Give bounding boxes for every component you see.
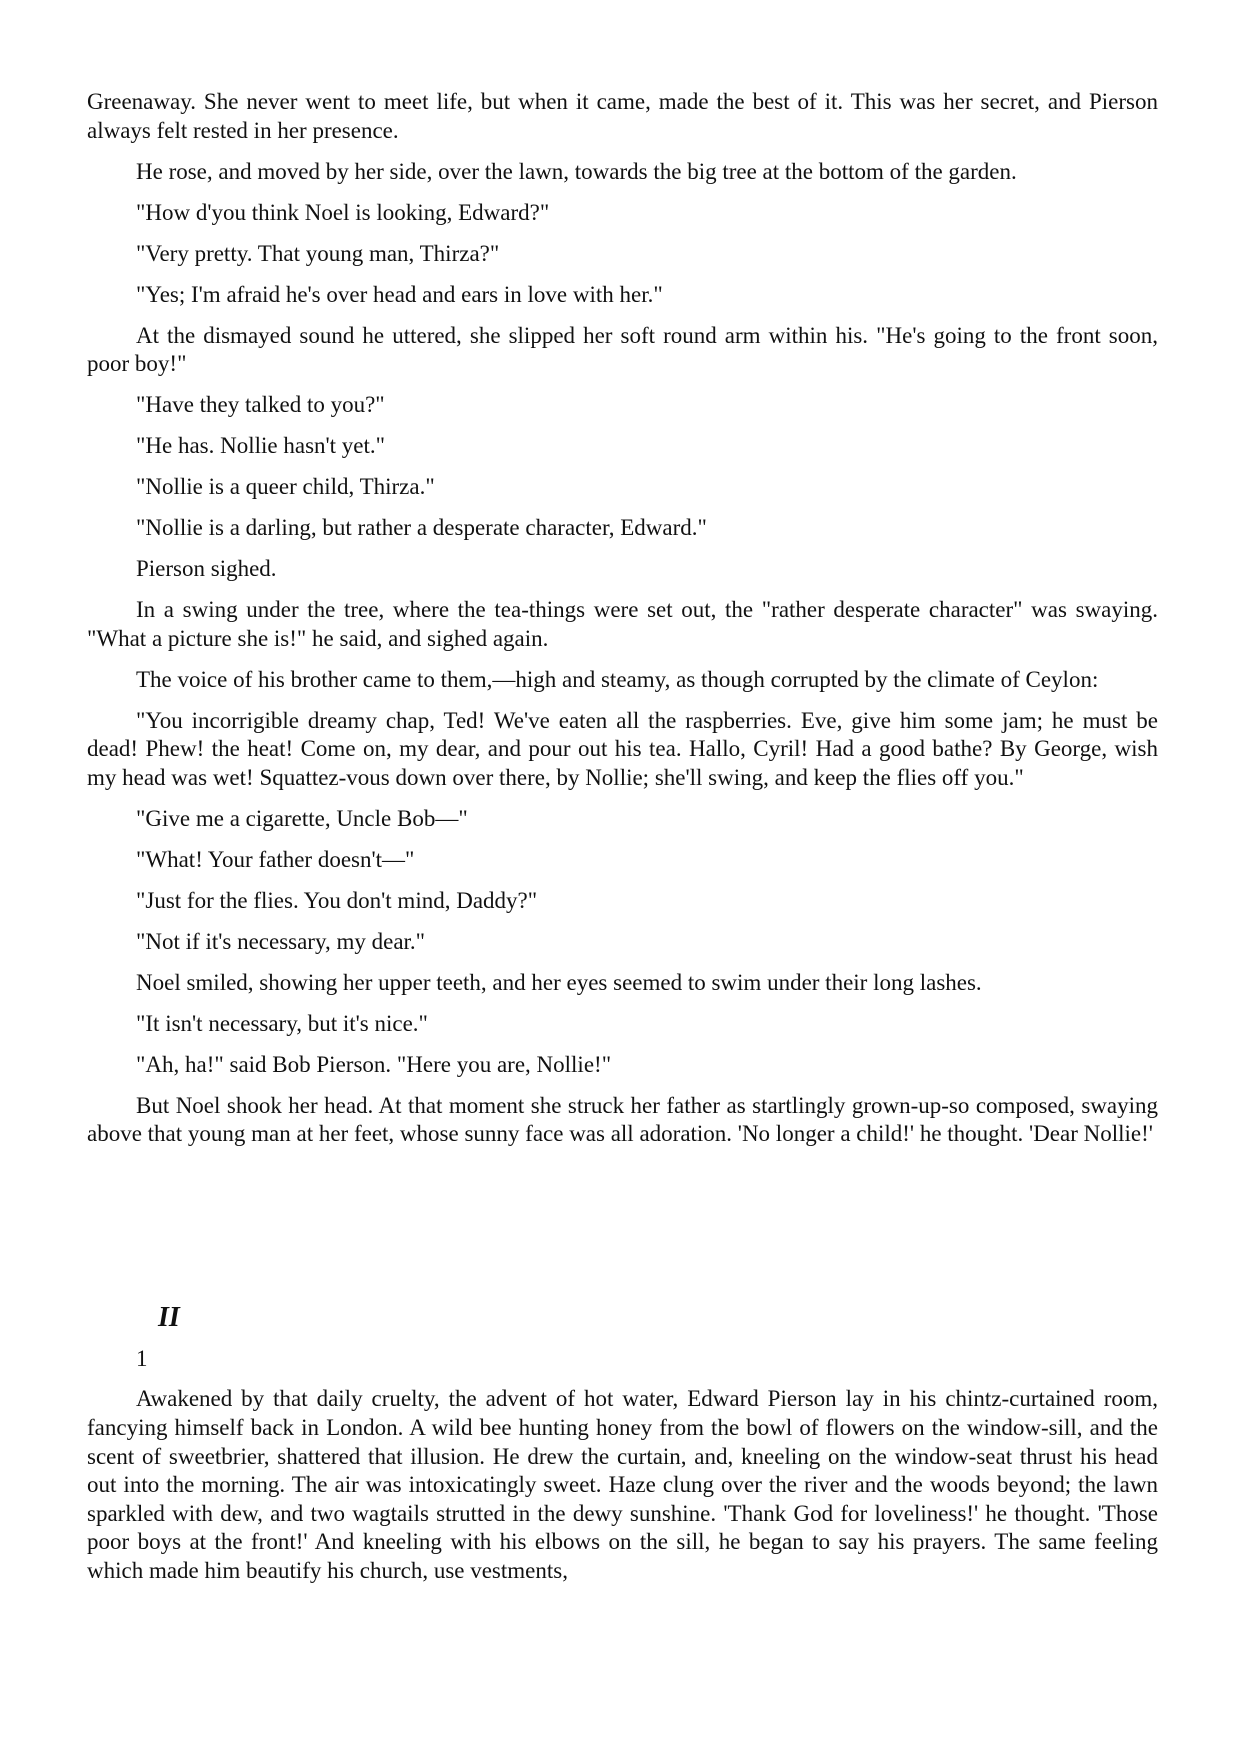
paragraph: "Yes; I'm afraid he's over head and ears in love with her."	[136, 281, 663, 307]
paragraph: "He has. Nollie hasn't yet."	[136, 433, 386, 459]
paragraph: "What! Your father doesn't—"	[136, 846, 415, 872]
paragraph: "Nollie is a darling, but rather a desperate character, Edward."	[136, 515, 707, 541]
paragraph: But Noel shook her head. At that moment she struck her father as startlingly grown-up-so composed, swaying above that young man at her feet, whose sunny face was all adoration. 'No longer a child!' he thought. 'Dear Nollie!'	[87, 1092, 1158, 1147]
paragraph: "Nollie is a queer child, Thirza."	[136, 474, 435, 500]
paragraph: "It isn't necessary, but it's nice."	[136, 1010, 428, 1036]
paragraph: Pierson sighed.	[136, 556, 277, 582]
paragraph: In a swing under the tree, where the tea-things were set out, the "rather desperate character" was swaying. "What a picture she is!" he said, and sighed again.	[87, 597, 1158, 651]
paragraph: Awakened by that daily cruelty, the advent of hot water, Edward Pierson lay in his chintz-curtained room, fancying himself back in London. A wild bee hunting honey from the bowl of flowers on the window-sill, and the scent of sweetbrier, shattered that illusion. He drew the curtain, and, kneeling on the window-seat thrust his head out into the morning. The air was intoxicatingly sweet. Haze clung over the river and the woods beyond; the lawn sparkled with dew, and two wagtails strutted in the dewy sunshine. 'Thank God for loveliness!' he thought. 'Those poor boys at the front!' And kneeling with his elbows on the sill, he began to say his prayers. The same feeling which made him beautify his church, use vestments,	[87, 1386, 1158, 1583]
chapter-heading: II	[158, 1301, 180, 1333]
paragraph: Greenaway. She never went to meet life, but when it came, made the best of it. This was her secret, and Pierson always felt rested in her presence.	[87, 89, 1158, 143]
section-number: 1	[136, 1345, 148, 1371]
paragraph: "Have they talked to you?"	[136, 392, 385, 418]
paragraph: "Just for the flies. You don't mind, Daddy?"	[136, 887, 538, 913]
paragraph: "Very pretty. That young man, Thirza?"	[136, 240, 500, 266]
book-page	[87, 88, 1158, 1598]
paragraph: At the dismayed sound he uttered, she slipped her soft round arm within his. "He's going to the front soon, poor boy!"	[87, 322, 1158, 377]
paragraph: "Ah, ha!" said Bob Pierson. "Here you are, Nollie!"	[136, 1051, 612, 1077]
paragraph: "You incorrigible dreamy chap, Ted! We've eaten all the raspberries. Eve, give him some jam; he must be dead! Phew! the heat! Come on, my dear, and pour out his tea. Hallo, Cyril! Had a good bathe? By George, wish my head was wet! Squattez-vous down over there, by Nollie; she'll swing, and keep the flies off you."	[87, 707, 1158, 790]
paragraph: "Not if it's necessary, my dear."	[136, 928, 426, 954]
paragraph: "Give me a cigarette, Uncle Bob—"	[136, 805, 468, 831]
paragraph: "How d'you think Noel is looking, Edward?"	[136, 199, 550, 225]
paragraph: Noel smiled, showing her upper teeth, and her eyes seemed to swim under their long lashes.	[136, 969, 982, 995]
paragraph: He rose, and moved by her side, over the lawn, towards the big tree at the bottom of the garden.	[136, 158, 1017, 184]
paragraph: The voice of his brother came to them,—high and steamy, as though corrupted by the climate of Ceylon:	[136, 666, 1099, 692]
